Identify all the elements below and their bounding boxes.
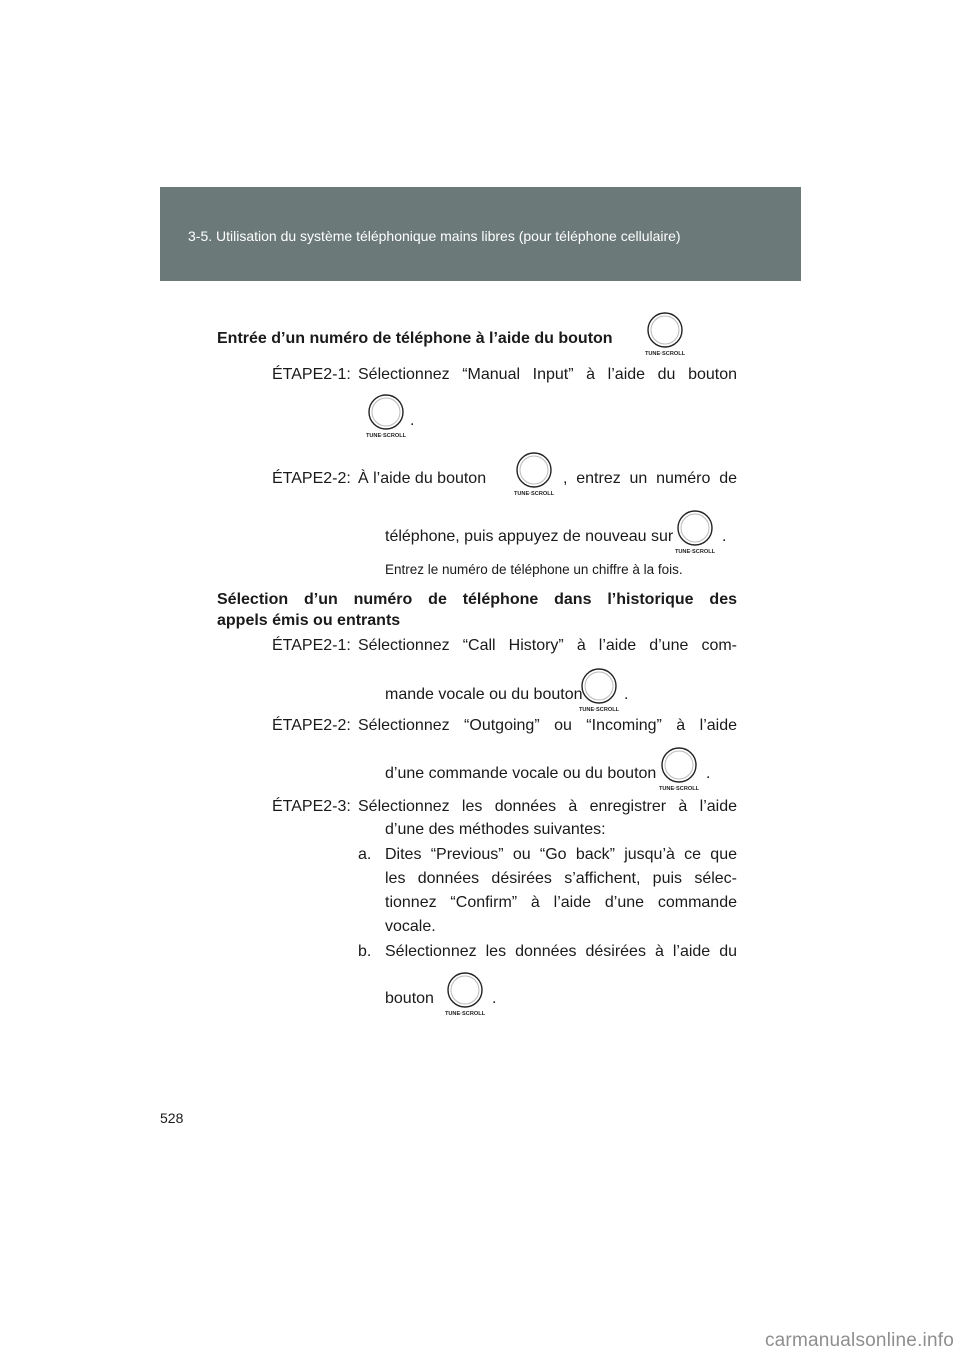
tune-scroll-knob-icon: [655, 745, 703, 793]
svg-text:TUNE·SCROLL: TUNE·SCROLL: [444, 1011, 486, 1017]
step-label: ÉTAPE2-1:: [272, 366, 351, 383]
list-item-text: Sélectionnez les données désirées à l’aide du: [385, 943, 737, 960]
svg-text:TUNE·SCROLL: TUNE·SCROLL: [365, 433, 407, 439]
step-text: d’une des méthodes suivantes:: [385, 821, 606, 838]
svg-text:TUNE·SCROLL: TUNE·SCROLL: [513, 491, 555, 497]
step-end: .: [624, 686, 629, 703]
heading-manual-entry: Entrée d’un numéro de téléphone à l’aide du bouton: [217, 330, 613, 347]
step-label: ÉTAPE2-2:: [272, 470, 351, 487]
section-header: [160, 187, 801, 281]
svg-text:TUNE·SCROLL: TUNE·SCROLL: [644, 351, 686, 357]
step-text: Sélectionnez “Outgoing” ou “Incoming” à l’aide: [358, 717, 737, 734]
heading-call-history-line2: appels émis ou entrants: [217, 612, 401, 629]
svg-text:TUNE·SCROLL: TUNE·SCROLL: [674, 549, 716, 555]
list-marker: b.: [358, 943, 372, 960]
step-label: ÉTAPE2-3:: [272, 798, 351, 815]
step-end: .: [706, 765, 711, 782]
step-end: .: [722, 528, 727, 545]
step-text: À l’aide du bouton: [358, 470, 487, 487]
step-label: ÉTAPE2-2:: [272, 717, 351, 734]
list-item-text: bouton: [385, 990, 434, 1007]
list-item-text: Dites “Previous” ou “Go back” jusqu’à ce que: [385, 846, 737, 863]
step-end: .: [492, 990, 497, 1007]
tune-scroll-knob-icon: [575, 666, 623, 714]
svg-text:TUNE·SCROLL: TUNE·SCROLL: [578, 707, 620, 713]
page-number: 528: [160, 1110, 184, 1126]
list-marker: a.: [358, 846, 372, 863]
list-item-text: les données désirées s’affichent, puis sélec-: [385, 870, 737, 887]
section-title: 3-5. Utilisation du système téléphonique mains libres (pour téléphone cellulaire): [188, 228, 681, 244]
note-text: Entrez le numéro de téléphone un chiffre à la fois.: [385, 562, 683, 577]
tune-scroll-knob-icon: [641, 310, 689, 358]
tune-scroll-knob-icon: [362, 392, 410, 440]
step-end: .: [410, 412, 415, 429]
step-text: Sélectionnez les données à enregistrer à l’aide: [358, 798, 737, 815]
step-text: , entrez un numéro de: [563, 470, 737, 487]
heading-call-history: Sélection d’un numéro de téléphone dans l’historique des: [217, 591, 737, 608]
step-text: mande vocale ou du bouton: [385, 686, 583, 703]
tune-scroll-knob-icon: [671, 508, 719, 556]
list-item-text: tionnez “Confirm” à l’aide d’une commande: [385, 894, 737, 911]
step-text: d’une commande vocale ou du bouton: [385, 765, 657, 782]
watermark: carmanualsonline.info: [764, 1330, 954, 1351]
step-text: téléphone, puis appuyez de nouveau sur: [385, 528, 674, 545]
svg-text:TUNE·SCROLL: TUNE·SCROLL: [658, 786, 700, 792]
step-label: ÉTAPE2-1:: [272, 637, 351, 654]
tune-scroll-knob-icon: [441, 970, 489, 1018]
step-text: Sélectionnez “Call History” à l’aide d’une com-: [358, 637, 737, 654]
tune-scroll-knob-icon: [510, 450, 558, 498]
step-text: Sélectionnez “Manual Input” à l’aide du bouton: [358, 366, 737, 383]
list-item-text: vocale.: [385, 918, 436, 935]
